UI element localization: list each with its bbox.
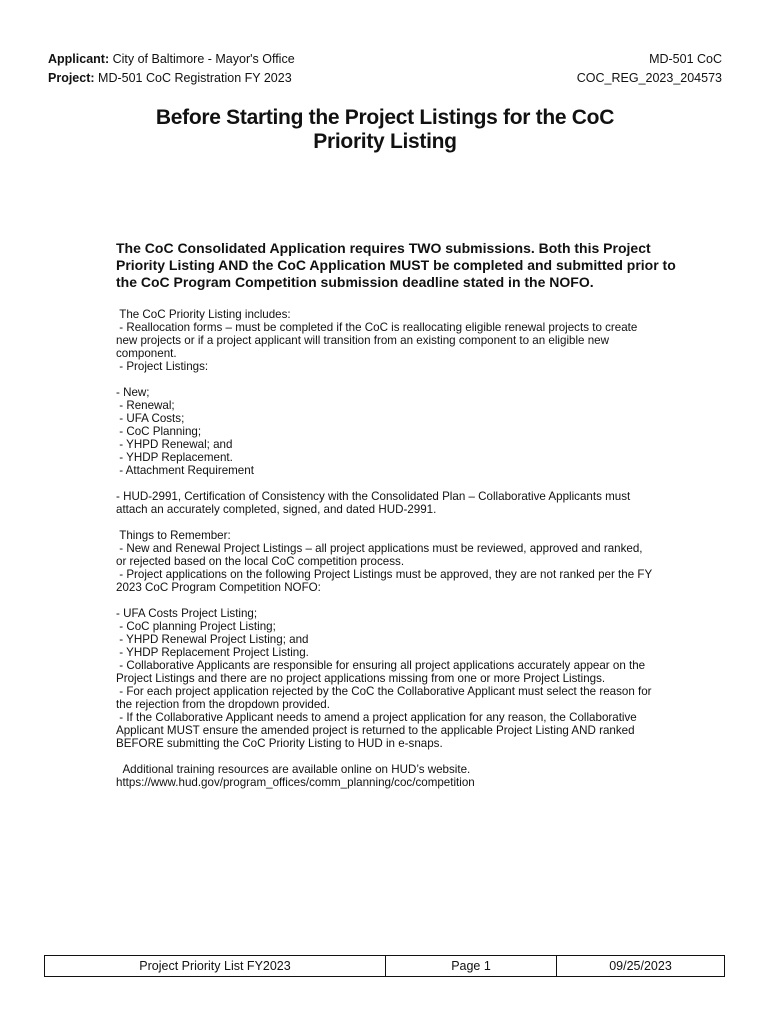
applicant-line (48, 50, 295, 69)
body-line: - If the Collaborative Applicant needs to amend a project application for any reason, the Collaborative Applicant MUST ensure the amended project is returned to the applicable Project Listing AND ranked BEFORE submitting the CoC Priority Listing to HUD in e-snaps. (116, 711, 640, 750)
body-line: - For each project application rejected by the CoC the Collaborative Applicant must select the reason for the rejection from the dropdown provided. (116, 685, 655, 711)
title-line-2: Priority Listing (313, 130, 457, 153)
body-line: - YHDP Replacement Project Listing. (116, 646, 309, 659)
body-line: - New; (116, 386, 150, 399)
registration-id: COC_REG_2023_204573 (576, 71, 722, 85)
page-footer (44, 955, 725, 977)
body-line: - Renewal; (116, 399, 175, 412)
footer-date: 09/25/2023 (609, 959, 672, 973)
footer-page-number: Page 1 (386, 956, 557, 976)
title-line-1: Before Starting the Project Listings for the CoC (155, 106, 615, 129)
body-line: https://www.hud.gov/program_offices/comm_planning/coc/competition (116, 776, 475, 789)
paragraph-gap (116, 477, 656, 490)
paragraph-gap (116, 750, 656, 763)
body-line: - YHDP Replacement. (116, 451, 233, 464)
body-line: - UFA Costs; (116, 412, 185, 425)
body-line: - YHPD Renewal; and (116, 438, 233, 451)
body-line: Things to Remember: (116, 529, 231, 542)
project-value: MD-501 CoC Registration FY 2023 (98, 71, 292, 85)
coc-id: MD-501 CoC (649, 52, 722, 66)
page-title (60, 106, 710, 154)
body-line: - Project Listings: (116, 360, 209, 373)
body-line: - CoC planning Project Listing; (116, 620, 276, 633)
paragraph-gap (116, 594, 656, 607)
instructions-body (116, 308, 656, 789)
header-left (48, 50, 295, 88)
paragraph-gap (116, 373, 656, 386)
header-right (577, 50, 722, 88)
applicant-value: City of Baltimore - Mayor's Office (112, 52, 295, 66)
body-line: - UFA Costs Project Listing; (116, 607, 258, 620)
body-line: - Reallocation forms – must be completed if the CoC is reallocating eligible renewal projects to create new projects or if a project applicant will transition from an existing component to an eligible new component. (116, 321, 641, 360)
body-line: - Project applications on the following Project Listings must be approved, they are not ranked per the FY 2023 CoC Program Competition NOFO: (116, 568, 656, 594)
submission-notice: The CoC Consolidated Application requires TWO submissions. Both this Project Priority Listing AND the CoC Application MUST be completed and submitted prior to the CoC Program Competition submission deadline stated in the NOFO. (116, 240, 676, 290)
footer-doc-name: Project Priority List FY2023 (45, 956, 386, 976)
body-line: - YHPD Renewal Project Listing; and (116, 633, 309, 646)
applicant-label: Applicant: (48, 52, 110, 66)
body-line: - New and Renewal Project Listings – all project applications must be reviewed, approved and ranked, or rejected based on the local CoC competition process. (116, 542, 646, 568)
body-line: - HUD-2991, Certification of Consistency with the Consolidated Plan – Collaborative Applicants must attach an accurately completed, signed, and dated HUD-2991. (116, 490, 634, 516)
body-line: Additional training resources are available online on HUD’s website. (116, 763, 471, 776)
body-line: - CoC Planning; (116, 425, 202, 438)
project-line (48, 69, 295, 88)
project-label: Project: (48, 71, 95, 85)
body-line: - Collaborative Applicants are responsible for ensuring all project applications accurately appear on the Project Listings and there are no project applications missing from one or more Project Listings. (116, 659, 649, 685)
body-line: - Attachment Requirement (116, 464, 254, 477)
paragraph-gap (116, 516, 656, 529)
body-line: The CoC Priority Listing includes: (116, 308, 291, 321)
